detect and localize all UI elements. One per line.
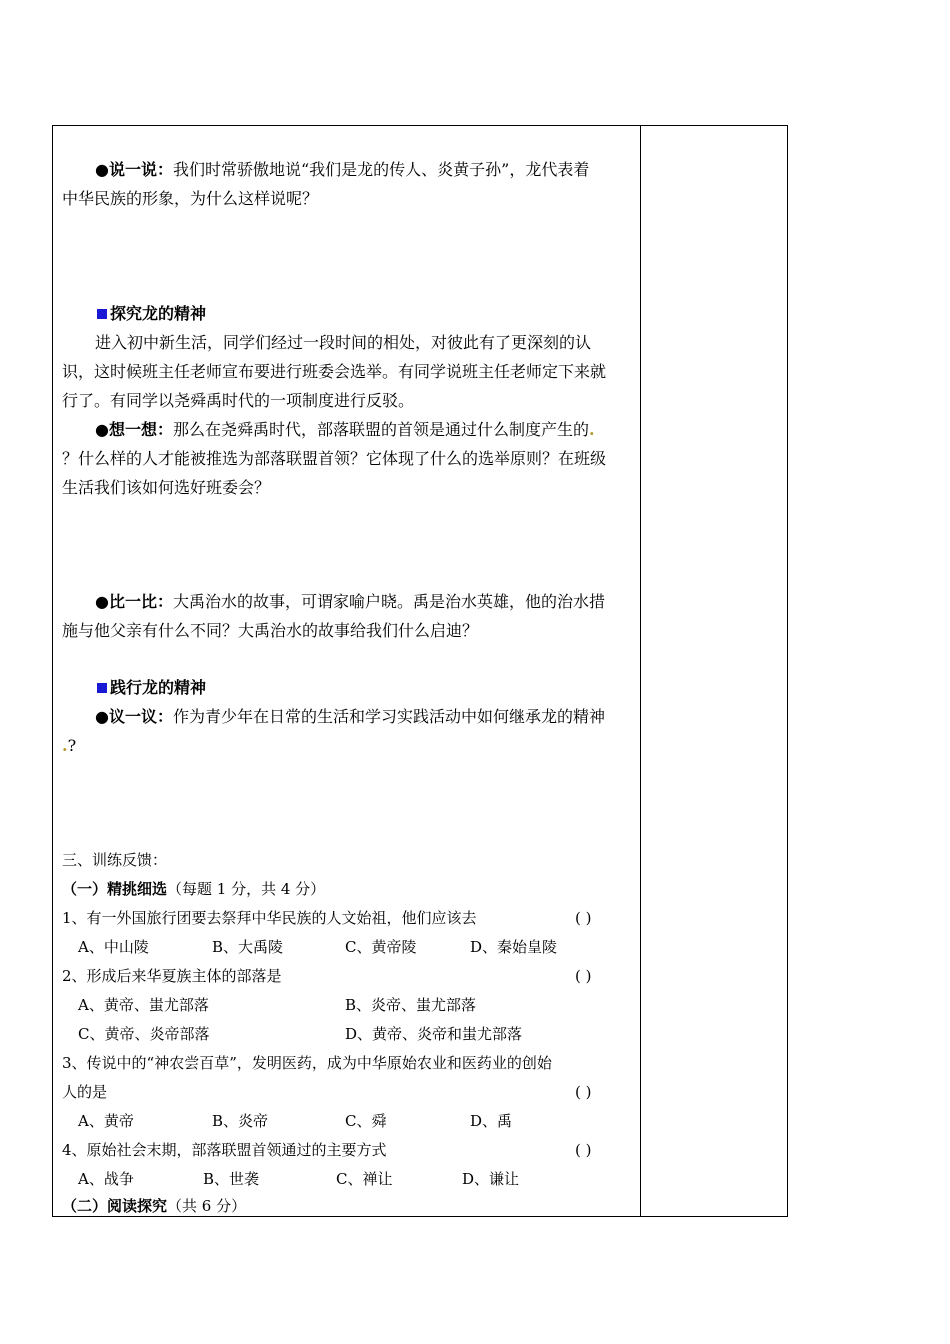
question-4-option-c: C、禅让	[336, 1170, 393, 1188]
practice-heading	[97, 678, 206, 698]
question-3-stem-2: 人的是	[62, 1083, 108, 1101]
question-1-option-a: A、中山陵	[78, 938, 149, 956]
question-3-option-a: A、黄帝	[78, 1112, 134, 1130]
blue-square-icon	[97, 683, 107, 693]
yi-line-1	[95, 707, 605, 727]
yi-text-2: ?	[67, 736, 77, 755]
xiang-line-1	[95, 420, 595, 440]
question-2-option-b: B、炎帝、蚩尤部落	[345, 996, 477, 1014]
part1-heading	[62, 879, 325, 899]
question-3-answer-bracket[interactable]: ( )	[575, 1083, 592, 1101]
question-3-option-c: C、舜	[345, 1112, 387, 1130]
question-1-option-d: D、秦始皇陵	[470, 938, 558, 956]
part1-note: （每题 1 分，共 4 分）	[167, 880, 326, 898]
question-4-option-a: A、战争	[78, 1170, 134, 1188]
yi-label: ●议一议：	[95, 707, 173, 726]
xiang-text-1: 那么在尧舜禹时代，部落联盟的首领是通过什么制度产生的	[172, 420, 589, 439]
question-1-option-b: B、大禹陵	[212, 938, 284, 956]
part2-note: （共 6 分）	[167, 1197, 247, 1215]
explore-para-1: 进入初中新生活，同学们经过一段时间的相处，对彼此有了更深刻的认	[95, 333, 592, 352]
xiang-label: ●想一想：	[95, 420, 173, 439]
question-2-option-c: C、黄帝、炎帝部落	[78, 1025, 210, 1043]
mark-dot: .	[62, 736, 68, 755]
explore-heading	[97, 304, 206, 324]
question-3-stem: 3、传说中的“神农尝百草”，发明医药，成为中华原始农业和医药业的创始	[62, 1054, 552, 1072]
practice-heading-text: 践行龙的精神	[110, 678, 207, 697]
part2-heading	[62, 1196, 246, 1216]
shuo-label: ●说一说：	[95, 160, 173, 179]
bi-line-2: 施与他父亲有什么不同？大禹治水的故事给我们什么启迪？	[62, 621, 479, 640]
question-1-option-c: C、黄帝陵	[345, 938, 417, 956]
explore-heading-text: 探究龙的精神	[110, 304, 207, 323]
mark-dot: .	[588, 420, 595, 439]
question-4-option-d: D、谦让	[462, 1170, 520, 1188]
bi-line-1	[95, 592, 605, 612]
shuo-line-2: 中华民族的形象，为什么这样说呢？	[62, 189, 319, 208]
explore-para-3: 行了。有同学以尧舜禹时代的一项制度进行反驳。	[62, 391, 415, 410]
question-3-option-d: D、禹	[470, 1112, 513, 1130]
shuo-line-1	[95, 160, 589, 180]
xiang-line-2: ？什么样的人才能被推选为部落联盟首领？它体现了什么的选举原则？在班级	[62, 449, 607, 468]
question-2-option-a: A、黄帝、蚩尤部落	[78, 996, 209, 1014]
question-1-answer-bracket[interactable]: ( )	[575, 909, 592, 927]
yi-line-2	[62, 736, 76, 756]
question-2-stem: 2、形成后来华夏族主体的部落是	[62, 967, 282, 985]
question-2-option-d: D、黄帝、炎帝和蚩尤部落	[345, 1025, 523, 1043]
bi-text-1: 大禹治水的故事，可谓家喻户晓。禹是治水英雄，他的治水措	[172, 592, 605, 611]
question-2-answer-bracket[interactable]: ( )	[575, 967, 592, 985]
question-4-answer-bracket[interactable]: ( )	[575, 1141, 592, 1159]
question-3-option-b: B、炎帝	[212, 1112, 269, 1130]
yi-text-1: 作为青少年在日常的生活和学习实践活动中如何继承龙的精神	[172, 707, 605, 726]
blue-square-icon	[97, 309, 107, 319]
bi-label: ●比一比：	[95, 592, 173, 611]
question-4-stem: 4、原始社会末期，部落联盟首领通过的主要方式	[62, 1141, 387, 1159]
notes-column-divider	[640, 125, 641, 1217]
part2-label: （二）阅读探究	[62, 1197, 168, 1215]
question-4-option-b: B、世袭	[203, 1170, 260, 1188]
question-1-stem: 1、有一外国旅行团要去祭拜中华民族的人文始祖，他们应该去	[62, 909, 477, 927]
part1-label: （一）精挑细选	[62, 880, 168, 898]
xiang-line-3: 生活我们该如何选好班委会？	[62, 478, 271, 497]
explore-para-2: 识，这时候班主任老师宣布要进行班委会选举。有同学说班主任老师定下来就	[62, 362, 607, 381]
shuo-text-1: 我们时常骄傲地说“我们是龙的传人、炎黄子孙”，龙代表着	[172, 160, 590, 179]
feedback-title: 三、训练反馈：	[62, 851, 168, 869]
